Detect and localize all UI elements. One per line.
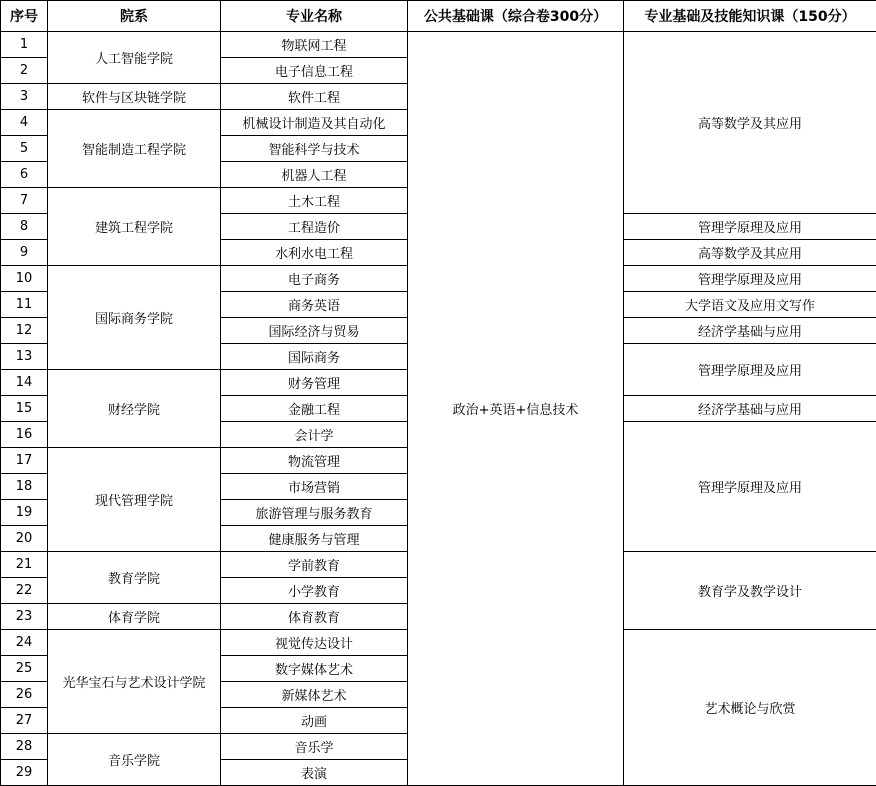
row-index: 21 [1, 552, 48, 578]
major-cell: 学前教育 [221, 552, 408, 578]
table-row [1, 32, 876, 58]
major-cell: 电子商务 [221, 266, 408, 292]
row-index: 16 [1, 422, 48, 448]
row-index: 5 [1, 136, 48, 162]
row-index: 29 [1, 760, 48, 786]
professional-course-cell: 经济学基础与应用 [624, 318, 876, 344]
department-cell: 现代管理学院 [48, 448, 221, 552]
major-cell: 新媒体艺术 [221, 682, 408, 708]
department-cell: 光华宝石与艺术设计学院 [48, 630, 221, 734]
major-cell: 工程造价 [221, 214, 408, 240]
professional-course-cell: 高等数学及其应用 [624, 240, 876, 266]
header-index: 序号 [1, 1, 48, 32]
professional-course-cell: 管理学原理及应用 [624, 422, 876, 552]
professional-course-cell: 管理学原理及应用 [624, 344, 876, 396]
major-cell: 健康服务与管理 [221, 526, 408, 552]
row-index: 20 [1, 526, 48, 552]
major-cell: 土木工程 [221, 188, 408, 214]
major-cell: 智能科学与技术 [221, 136, 408, 162]
row-index: 3 [1, 84, 48, 110]
header-professional-course: 专业基础及技能知识课（150分） [624, 1, 876, 32]
row-index: 9 [1, 240, 48, 266]
department-cell: 教育学院 [48, 552, 221, 604]
department-cell: 人工智能学院 [48, 32, 221, 84]
professional-course-cell: 管理学原理及应用 [624, 266, 876, 292]
major-cell: 机器人工程 [221, 162, 408, 188]
professional-course-cell: 艺术概论与欣赏 [624, 630, 876, 786]
row-index: 23 [1, 604, 48, 630]
major-cell: 视觉传达设计 [221, 630, 408, 656]
row-index: 18 [1, 474, 48, 500]
major-cell: 水利水电工程 [221, 240, 408, 266]
professional-course-cell: 经济学基础与应用 [624, 396, 876, 422]
row-index: 6 [1, 162, 48, 188]
major-cell: 小学教育 [221, 578, 408, 604]
department-cell: 智能制造工程学院 [48, 110, 221, 188]
major-cell: 会计学 [221, 422, 408, 448]
row-index: 26 [1, 682, 48, 708]
row-index: 27 [1, 708, 48, 734]
row-index: 2 [1, 58, 48, 84]
row-index: 28 [1, 734, 48, 760]
major-cell: 国际商务 [221, 344, 408, 370]
row-index: 7 [1, 188, 48, 214]
row-index: 4 [1, 110, 48, 136]
professional-course-cell: 教育学及教学设计 [624, 552, 876, 630]
header-department: 院系 [48, 1, 221, 32]
row-index: 11 [1, 292, 48, 318]
row-index: 15 [1, 396, 48, 422]
public-course-cell: 政治+英语+信息技术 [408, 32, 624, 786]
header-major: 专业名称 [221, 1, 408, 32]
header-public-course: 公共基础课（综合卷300分） [408, 1, 624, 32]
major-cell: 动画 [221, 708, 408, 734]
major-cell: 机械设计制造及其自动化 [221, 110, 408, 136]
major-cell: 软件工程 [221, 84, 408, 110]
row-index: 1 [1, 32, 48, 58]
major-cell: 物流管理 [221, 448, 408, 474]
major-cell: 国际经济与贸易 [221, 318, 408, 344]
department-cell: 建筑工程学院 [48, 188, 221, 266]
professional-course-cell: 高等数学及其应用 [624, 32, 876, 214]
row-index: 24 [1, 630, 48, 656]
department-cell: 软件与区块链学院 [48, 84, 221, 110]
department-cell: 财经学院 [48, 370, 221, 448]
professional-course-cell: 大学语文及应用文写作 [624, 292, 876, 318]
major-cell: 音乐学 [221, 734, 408, 760]
row-index: 14 [1, 370, 48, 396]
major-cell: 体育教育 [221, 604, 408, 630]
row-index: 25 [1, 656, 48, 682]
major-cell: 金融工程 [221, 396, 408, 422]
department-cell: 音乐学院 [48, 734, 221, 786]
row-index: 19 [1, 500, 48, 526]
major-cell: 财务管理 [221, 370, 408, 396]
department-cell: 国际商务学院 [48, 266, 221, 370]
header-row [1, 1, 876, 32]
major-cell: 数字媒体艺术 [221, 656, 408, 682]
row-index: 13 [1, 344, 48, 370]
row-index: 22 [1, 578, 48, 604]
row-index: 17 [1, 448, 48, 474]
major-cell: 电子信息工程 [221, 58, 408, 84]
major-cell: 市场营销 [221, 474, 408, 500]
major-cell: 表演 [221, 760, 408, 786]
department-cell: 体育学院 [48, 604, 221, 630]
major-cell: 物联网工程 [221, 32, 408, 58]
major-cell: 商务英语 [221, 292, 408, 318]
row-index: 10 [1, 266, 48, 292]
professional-course-cell: 管理学原理及应用 [624, 214, 876, 240]
major-cell: 旅游管理与服务教育 [221, 500, 408, 526]
row-index: 8 [1, 214, 48, 240]
row-index: 12 [1, 318, 48, 344]
